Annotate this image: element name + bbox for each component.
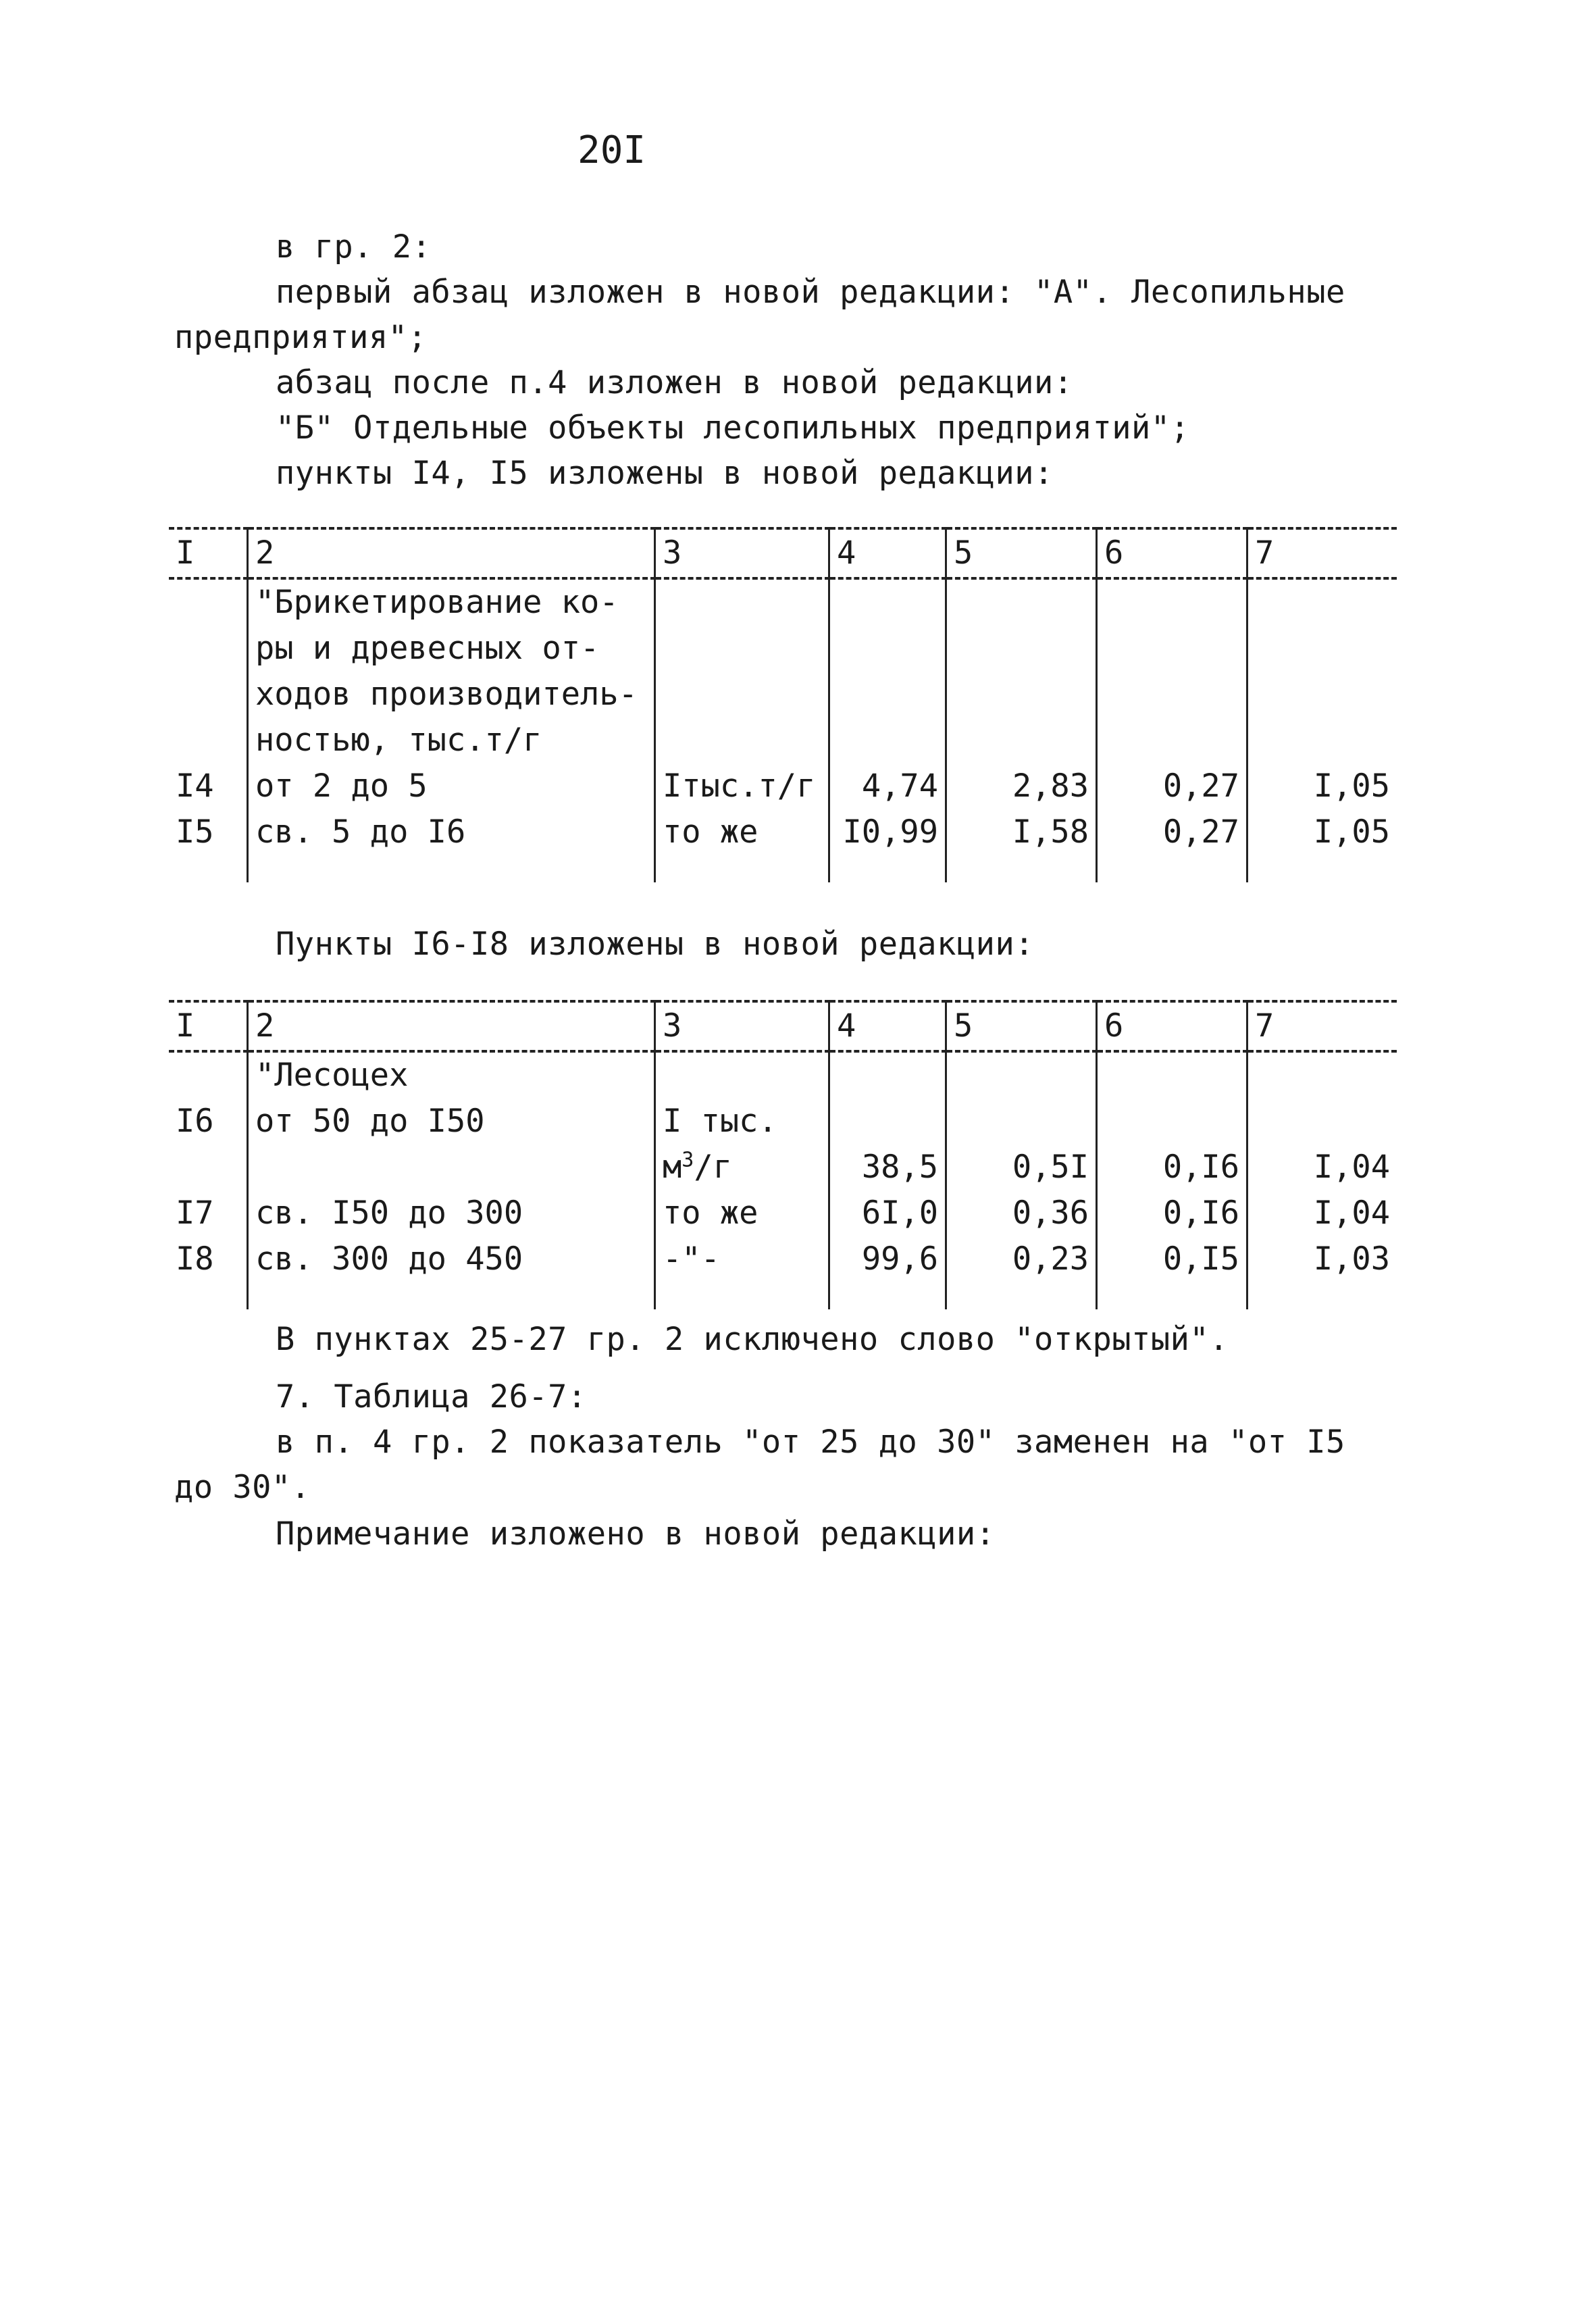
table-tail-row: [169, 855, 1397, 882]
row-number: I7: [176, 1194, 214, 1232]
outro-line-2: 7. Таблица 26-7:: [276, 1378, 587, 1415]
row-value-4: 4,74: [829, 763, 946, 809]
row-value-5: 0,5I: [946, 1145, 1097, 1190]
row-value-6: 0,I6: [1097, 1190, 1247, 1236]
table-tail-row: [169, 1282, 1397, 1309]
row-value-7: I,03: [1247, 1236, 1397, 1282]
row-unit-cubic: [655, 1145, 829, 1190]
table-row: [169, 1145, 1397, 1190]
intro-line-4: абзац после п.4 изложен в новой редакции:: [276, 364, 1073, 401]
row-number: I8: [176, 1240, 214, 1278]
row-value-4: 6I,0: [829, 1190, 946, 1236]
desc-line: "Брикетирование ко-: [248, 578, 655, 626]
row-range: от 2 до 5: [248, 763, 655, 809]
row-unit: -"-: [655, 1236, 829, 1282]
intro-line-3: предприятия";: [174, 319, 428, 356]
middle-line-1: Пункты I6-I8 изложены в новой редакции:: [276, 926, 1035, 963]
row-value-6: 0,27: [1097, 763, 1247, 809]
row-range: св. 5 до I6: [248, 809, 655, 855]
unit-exponent: 3: [681, 1148, 694, 1172]
row-unit: Iтыс.т/г: [655, 763, 829, 809]
intro-line-5: "Б" Отдельные объекты лесопильных предприятий";: [276, 409, 1190, 447]
table-desc-row: [169, 1051, 1397, 1099]
outro-line-1: В пунктах 25-27 гр. 2 исключено слово "открытый".: [276, 1321, 1229, 1358]
row-value-7: I,05: [1247, 809, 1397, 855]
header-col-3: 3: [655, 528, 829, 578]
table-row: [169, 763, 1397, 809]
table-row: [169, 1190, 1397, 1236]
desc-line: ходов производитель-: [248, 672, 655, 718]
header-col-5: 5: [946, 1001, 1097, 1051]
header-col-7: 7: [1247, 1001, 1397, 1051]
header-col-1: I: [169, 1001, 248, 1051]
header-col-5: 5: [946, 528, 1097, 578]
header-col-7: 7: [1247, 528, 1397, 578]
desc-line: ры и древесных от-: [248, 626, 655, 672]
table-items-14-15: [169, 527, 1397, 882]
table-header-row: [169, 528, 1397, 578]
header-col-4: 4: [829, 528, 946, 578]
table-row: [169, 1236, 1397, 1282]
header-col-2: 2: [248, 528, 655, 578]
header-col-4: 4: [829, 1001, 946, 1051]
row-value-4: I0,99: [829, 809, 946, 855]
table-desc-row: [169, 578, 1397, 626]
page-number: 20I: [577, 128, 646, 172]
row-unit: то же: [655, 1190, 829, 1236]
desc-line: "Лесоцех: [248, 1051, 655, 1099]
row-value-7: I,04: [1247, 1190, 1397, 1236]
table-items-16-18: [169, 1000, 1397, 1309]
table-row: [169, 809, 1397, 855]
row-value-7: I,05: [1247, 763, 1397, 809]
row-unit: I тыс.: [655, 1099, 829, 1145]
intro-line-2: первый абзац изложен в новой редакции: "А". Лесопильные: [276, 274, 1345, 311]
row-value-4: 99,6: [829, 1236, 946, 1282]
header-col-6: 6: [1097, 1001, 1247, 1051]
desc-line: ностью, тыс.т/г: [248, 718, 655, 763]
table-row: [169, 1099, 1397, 1145]
row-range: св. I50 до 300: [248, 1190, 655, 1236]
row-unit: то же: [655, 809, 829, 855]
unit-base: м: [663, 1149, 682, 1186]
unit-tail: /г: [694, 1149, 732, 1186]
header-col-1: I: [169, 528, 248, 578]
row-value-7: I,04: [1247, 1145, 1397, 1190]
row-value-6: 0,I6: [1097, 1145, 1247, 1190]
row-number: I6: [176, 1103, 214, 1140]
outro-line-3: в п. 4 гр. 2 показатель "от 25 до 30" заменен на "от I5: [276, 1424, 1345, 1461]
row-value-4: 38,5: [829, 1145, 946, 1190]
row-value-6: 0,27: [1097, 809, 1247, 855]
row-value-5: 0,36: [946, 1190, 1097, 1236]
outro-line-5: Примечание изложено в новой редакции:: [276, 1515, 996, 1553]
row-value-6: 0,I5: [1097, 1236, 1247, 1282]
row-number: I5: [176, 813, 214, 851]
table-header-row: [169, 1001, 1397, 1051]
row-value-5: I,58: [946, 809, 1097, 855]
intro-line-6: пункты I4, I5 изложены в новой редакции:: [276, 455, 1054, 492]
header-col-3: 3: [655, 1001, 829, 1051]
row-value-5: 0,23: [946, 1236, 1097, 1282]
intro-line-1: в гр. 2:: [276, 228, 432, 266]
table-desc-row: [169, 718, 1397, 763]
row-range: св. 300 до 450: [248, 1236, 655, 1282]
outro-line-4: до 30".: [174, 1469, 311, 1506]
row-range: от 50 до I50: [248, 1099, 655, 1145]
row-number: I4: [176, 768, 214, 805]
table-desc-row: [169, 626, 1397, 672]
row-value-5: 2,83: [946, 763, 1097, 809]
table-desc-row: [169, 672, 1397, 718]
header-col-2: 2: [248, 1001, 655, 1051]
header-col-6: 6: [1097, 528, 1247, 578]
